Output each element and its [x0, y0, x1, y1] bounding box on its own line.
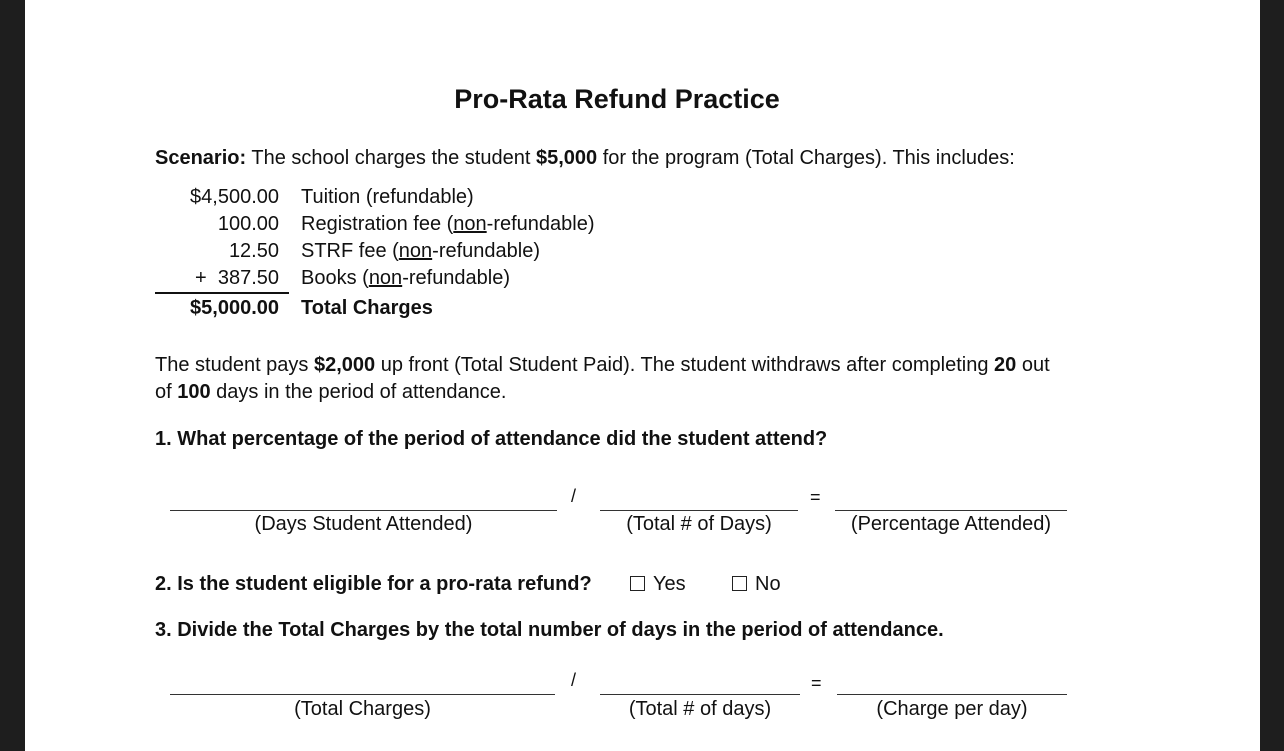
desc-underlined: non [368, 267, 403, 289]
days-attended-blank[interactable] [170, 510, 557, 511]
caption-percentage-attended: (Percentage Attended) [850, 513, 1052, 535]
charge-desc [301, 213, 595, 236]
sum-divider [155, 292, 289, 294]
total-days-blank-2[interactable] [600, 694, 800, 695]
percentage-attended-blank[interactable] [835, 510, 1067, 511]
charge-amount: 100.00 [217, 213, 279, 235]
charge-amount: $4,500.00 [190, 186, 279, 208]
caption-charge-per-day: (Charge per day) [876, 698, 1028, 720]
total-amount: $5,000.00 [190, 297, 279, 319]
caption-days-attended: (Days Student Attended) [254, 513, 473, 535]
yes-checkbox[interactable] [630, 576, 645, 591]
para-days-done: 20 [994, 354, 1017, 376]
desc-underlined: non [398, 240, 433, 262]
scenario-paragraph [155, 352, 1055, 406]
scenario-text-1: The school charges the student [246, 147, 536, 169]
question-3: 3. Divide the Total Charges by the total number of days in the period of attendance. [155, 619, 944, 641]
scenario-text [155, 147, 1015, 170]
charge-amount: + 387.50 [195, 267, 279, 289]
scenario-amount: $5,000 [535, 147, 598, 169]
para-text: The student pays [155, 354, 314, 376]
charge-desc [301, 240, 540, 263]
charge-desc: Tuition (refundable) [301, 186, 474, 208]
para-paid: $2,000 [313, 354, 376, 376]
desc-post: -refundable) [486, 213, 595, 235]
question-2: 2. Is the student eligible for a pro-rata refund? [155, 573, 592, 595]
yes-option[interactable] [630, 573, 686, 596]
equals-sign: = [811, 673, 822, 693]
yes-label: Yes [653, 573, 686, 595]
divide-sign: / [571, 486, 577, 506]
no-checkbox[interactable] [732, 576, 747, 591]
desc-post: -refundable) [432, 240, 541, 262]
total-days-blank[interactable] [600, 510, 798, 511]
total-label: Total Charges [301, 297, 433, 319]
para-text: days in the period of attendance. [210, 381, 507, 403]
caption-total-days: (Total # of Days) [626, 513, 772, 535]
charge-desc [301, 267, 510, 290]
page-title: Pro-Rata Refund Practice [454, 84, 780, 114]
caption-total-days-2: (Total # of days) [628, 698, 772, 720]
scenario-text-2: for the program (Total Charges). This includes: [597, 147, 1015, 169]
desc-pre: STRF fee ( [301, 240, 399, 262]
para-text: out of [155, 354, 1050, 403]
no-label: No [755, 573, 781, 595]
desc-pre: Registration fee ( [301, 213, 454, 235]
caption-total-charges: (Total Charges) [294, 698, 431, 720]
equals-sign: = [810, 487, 821, 507]
question-1: 1. What percentage of the period of attendance did the student attend? [155, 428, 828, 450]
charge-amount: 12.50 [228, 240, 279, 262]
scenario-label: Scenario: [155, 147, 247, 169]
para-text: up front (Total Student Paid). The student withdraws after completing [375, 354, 995, 376]
para-days-total: 100 [177, 381, 211, 403]
desc-pre: Books ( [301, 267, 369, 289]
total-charges-blank[interactable] [170, 694, 555, 695]
desc-post: -refundable) [402, 267, 511, 289]
no-option[interactable] [732, 573, 781, 596]
desc-underlined: non [453, 213, 487, 235]
divide-sign: / [571, 670, 577, 690]
charge-per-day-blank[interactable] [837, 694, 1067, 695]
